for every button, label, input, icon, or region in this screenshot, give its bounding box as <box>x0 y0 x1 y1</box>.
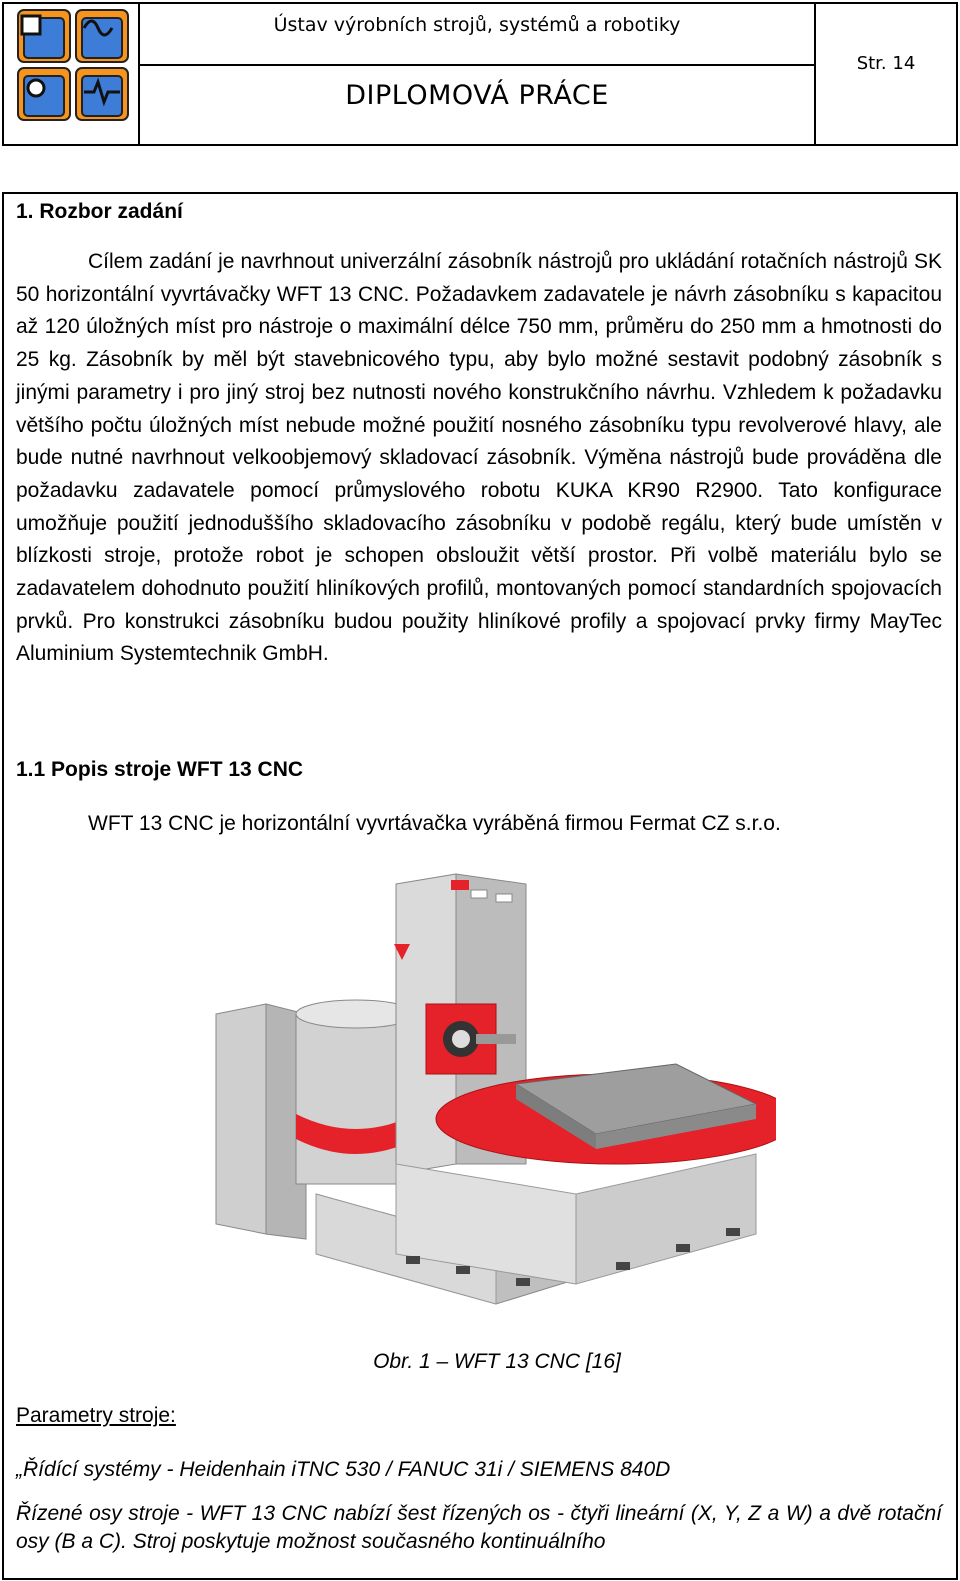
machine-figure <box>196 864 776 1324</box>
document-type: DIPLOMOVÁ PRÁCE <box>345 80 609 111</box>
figure-caption: Obr. 1 – WFT 13 CNC [16] <box>373 1350 621 1373</box>
page-header <box>2 2 958 146</box>
section-heading: 1. Rozbor zadání <box>16 200 183 223</box>
institute-name: Ústav výrobních strojů, systémů a robotiky <box>140 4 814 66</box>
control-systems-text: „Řídící systémy - Heidenhain iTNC 530 / FANUC 31i / SIEMENS 840D <box>16 1458 671 1481</box>
axes-text: Řízené osy stroje - WFT 13 CNC nabízí šest řízených os - čtyři lineární (X, Y, Z a W) a dvě rotační osy (B a C). Stroj poskytuje možnost současného kontinuálního <box>16 1502 942 1553</box>
parameters-heading: Parametry stroje: <box>16 1404 176 1427</box>
machine-illustration <box>196 864 776 1324</box>
content-frame <box>2 192 958 1580</box>
subsection-heading: 1.1 Popis stroje WFT 13 CNC <box>16 758 304 781</box>
section-paragraph: Cílem zadání je navrhnout univerzální zásobník nástrojů pro ukládání rotačních nástrojů SK 50 horizontální vyvrtávačky WFT 13 CNC. Požadavkem zadavatele je návrh zásobníku s kapacitou až 120 úložných míst pro nástroje o maximální délce 750 mm, průměru do 250 mm a hmotnosti do 25 kg. Zásobník by měl být stavebnicového typu, aby bylo možné sestavit podobný zásobník s jinými parametry i pro jiný stroj bez nutnosti nového konstrukčního návrhu. Vzhledem k požadavku většího počtu úložných míst nebude možné použití nosného zásobníku typu revolverové hlavy, ale bude nutné navrhnout velkoobjemový skladovací zásobník. Výměna nástrojů bude prováděna dle požadavku zadavatele pomocí průmyslového robotu KUKA KR90 R2900. Tato konfigurace umožňuje použití jednoduššího skladovacího zásobníku v podobě regálu, který bude umístěn v blízkosti stroje, protože robot je schopen obsloužit větší prostor. Při volbě materiálu bylo se zadavatelem dohodnuto použití hliníkových profilů, montovaných pomocí standardních spojovacích prvků. Pro konstrukci zásobníku budou použity hliníkové profily a spojovací prvky firmy MayTec Aluminium Systemtechnik GmbH. <box>16 250 942 666</box>
page-number: Str. 14 <box>856 53 916 74</box>
institute-logo <box>4 4 140 144</box>
subsection-intro: WFT 13 CNC je horizontální vyvrtávačka vyráběná firmou Fermat CZ s.r.o. <box>88 812 781 835</box>
